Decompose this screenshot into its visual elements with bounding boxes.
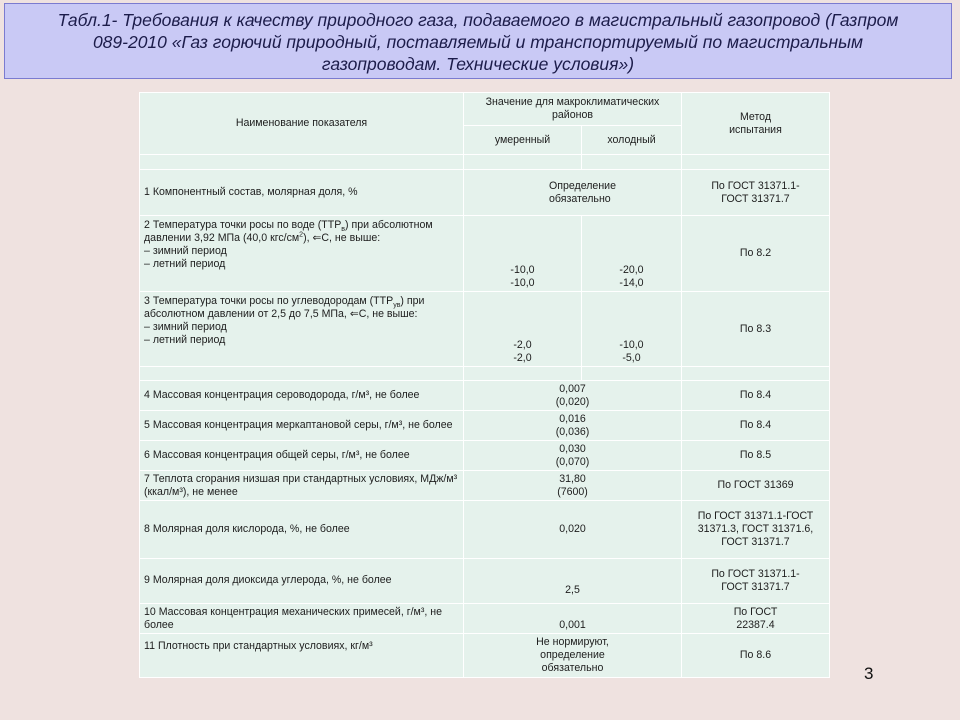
header-value-group: Значение для макроклиматических районов <box>464 93 682 126</box>
table-row <box>140 501 830 559</box>
header-cold: холодный <box>582 126 682 155</box>
table-row <box>140 411 830 441</box>
table-row <box>140 216 830 292</box>
row-method: По ГОСТ 22387.4 <box>682 604 830 634</box>
row-name: 4 Массовая концентрация сероводорода, г/м³, не более <box>140 381 464 411</box>
summer-label: – летний период <box>144 334 226 346</box>
slide-number: 3 <box>864 664 874 683</box>
table-row <box>140 170 830 216</box>
row-name: 11 Плотность при стандартных условиях, кг/м³ <box>140 634 464 678</box>
row-name: 5 Массовая концентрация меркаптановой серы, г/м³, не более <box>140 411 464 441</box>
row-cold: -20,0 -14,0 <box>582 216 682 292</box>
row-moderate: -10,0 -10,0 <box>464 216 582 292</box>
row-name: 6 Массовая концентрация общей серы, г/м³, не более <box>140 441 464 471</box>
row-method: По 8.5 <box>682 441 830 471</box>
winter-label: – зимний период <box>144 321 227 333</box>
title-banner <box>4 3 952 79</box>
row-method: По ГОСТ 31371.1-ГОСТ 31371.7 <box>682 170 830 216</box>
title-line-3: газопроводам. Технические условия») <box>321 54 635 74</box>
table-row <box>140 634 830 678</box>
row-value: Определение обязательно <box>464 170 682 216</box>
row-name: 7 Теплота сгорания низшая при стандартных условиях, МДж/м³ (ккал/м³), не менее <box>140 471 464 501</box>
row-name: 8 Молярная доля кислорода, %, не более <box>140 501 464 559</box>
row-method: По 8.3 <box>682 292 830 367</box>
row-value: 0,001 <box>464 604 682 634</box>
table-row <box>140 604 830 634</box>
table-row <box>140 441 830 471</box>
row-value: 0,030 (0,070) <box>464 441 682 471</box>
table-row <box>140 471 830 501</box>
row-method: По 8.2 <box>682 216 830 292</box>
row-method: По 8.4 <box>682 411 830 441</box>
row-value: 2,5 <box>464 559 682 604</box>
row-method: По ГОСТ 31369 <box>682 471 830 501</box>
row-method: По 8.6 <box>682 634 830 678</box>
row-value: Не нормируют, определение обязательно <box>464 634 682 678</box>
row-method: По ГОСТ 31371.1-ГОСТ 31371.3, ГОСТ 31371.6, ГОСТ 31371.7 <box>682 501 830 559</box>
row-name: 3 Температура точки росы по углеводородам $(ТТР_{ув})$ при абсолютном давлении от 2,5 до 7,5 МПа, ⇐С, не выше: – зимний период – летний период <box>140 292 464 367</box>
row-value: 0,007 (0,020) <box>464 381 682 411</box>
row-value: 0,016 (0,036) <box>464 411 682 441</box>
winter-label: – зимний период <box>144 245 227 257</box>
table-row <box>140 559 830 604</box>
header-method: Метод испытания <box>682 93 830 155</box>
row-value: 0,020 <box>464 501 682 559</box>
row-cold: -10,0 -5,0 <box>582 292 682 367</box>
row-value: 31,80 (7600) <box>464 471 682 501</box>
row-name: 1 Компонентный состав, молярная доля, % <box>140 170 464 216</box>
header-name: Наименование показателя <box>140 93 464 155</box>
table-row <box>140 381 830 411</box>
row-name: 2 Температура точки росы по воде $(ТТР_в)$ при абсолютном давлении 3,92 МПа (40,0 кгс/$см^2$), ⇐С, не выше: – зимний период – летний период <box>140 216 464 292</box>
row-method: По 8.4 <box>682 381 830 411</box>
header-row <box>140 93 830 126</box>
title-line-2: 089-2010 «Газ горючий природный, поставляемый и транспортируемый по магистральным <box>92 32 864 52</box>
row-name: 9 Молярная доля диоксида углерода, %, не более <box>140 559 464 604</box>
table-row <box>140 292 830 367</box>
row-moderate: -2,0 -2,0 <box>464 292 582 367</box>
summer-label: – летний период <box>144 258 226 270</box>
spacer-row <box>140 155 830 170</box>
spacer-row <box>140 367 830 381</box>
header-moderate: умеренный <box>464 126 582 155</box>
requirements-table <box>139 92 830 678</box>
row-name: 10 Массовая концентрация механических примесей, г/м³, не более <box>140 604 464 634</box>
row-method: По ГОСТ 31371.1-ГОСТ 31371.7 <box>682 559 830 604</box>
title-line-1: Табл.1- Требования к качеству природного газа, подаваемого в магистральный газопровод (Газпром <box>57 10 899 30</box>
